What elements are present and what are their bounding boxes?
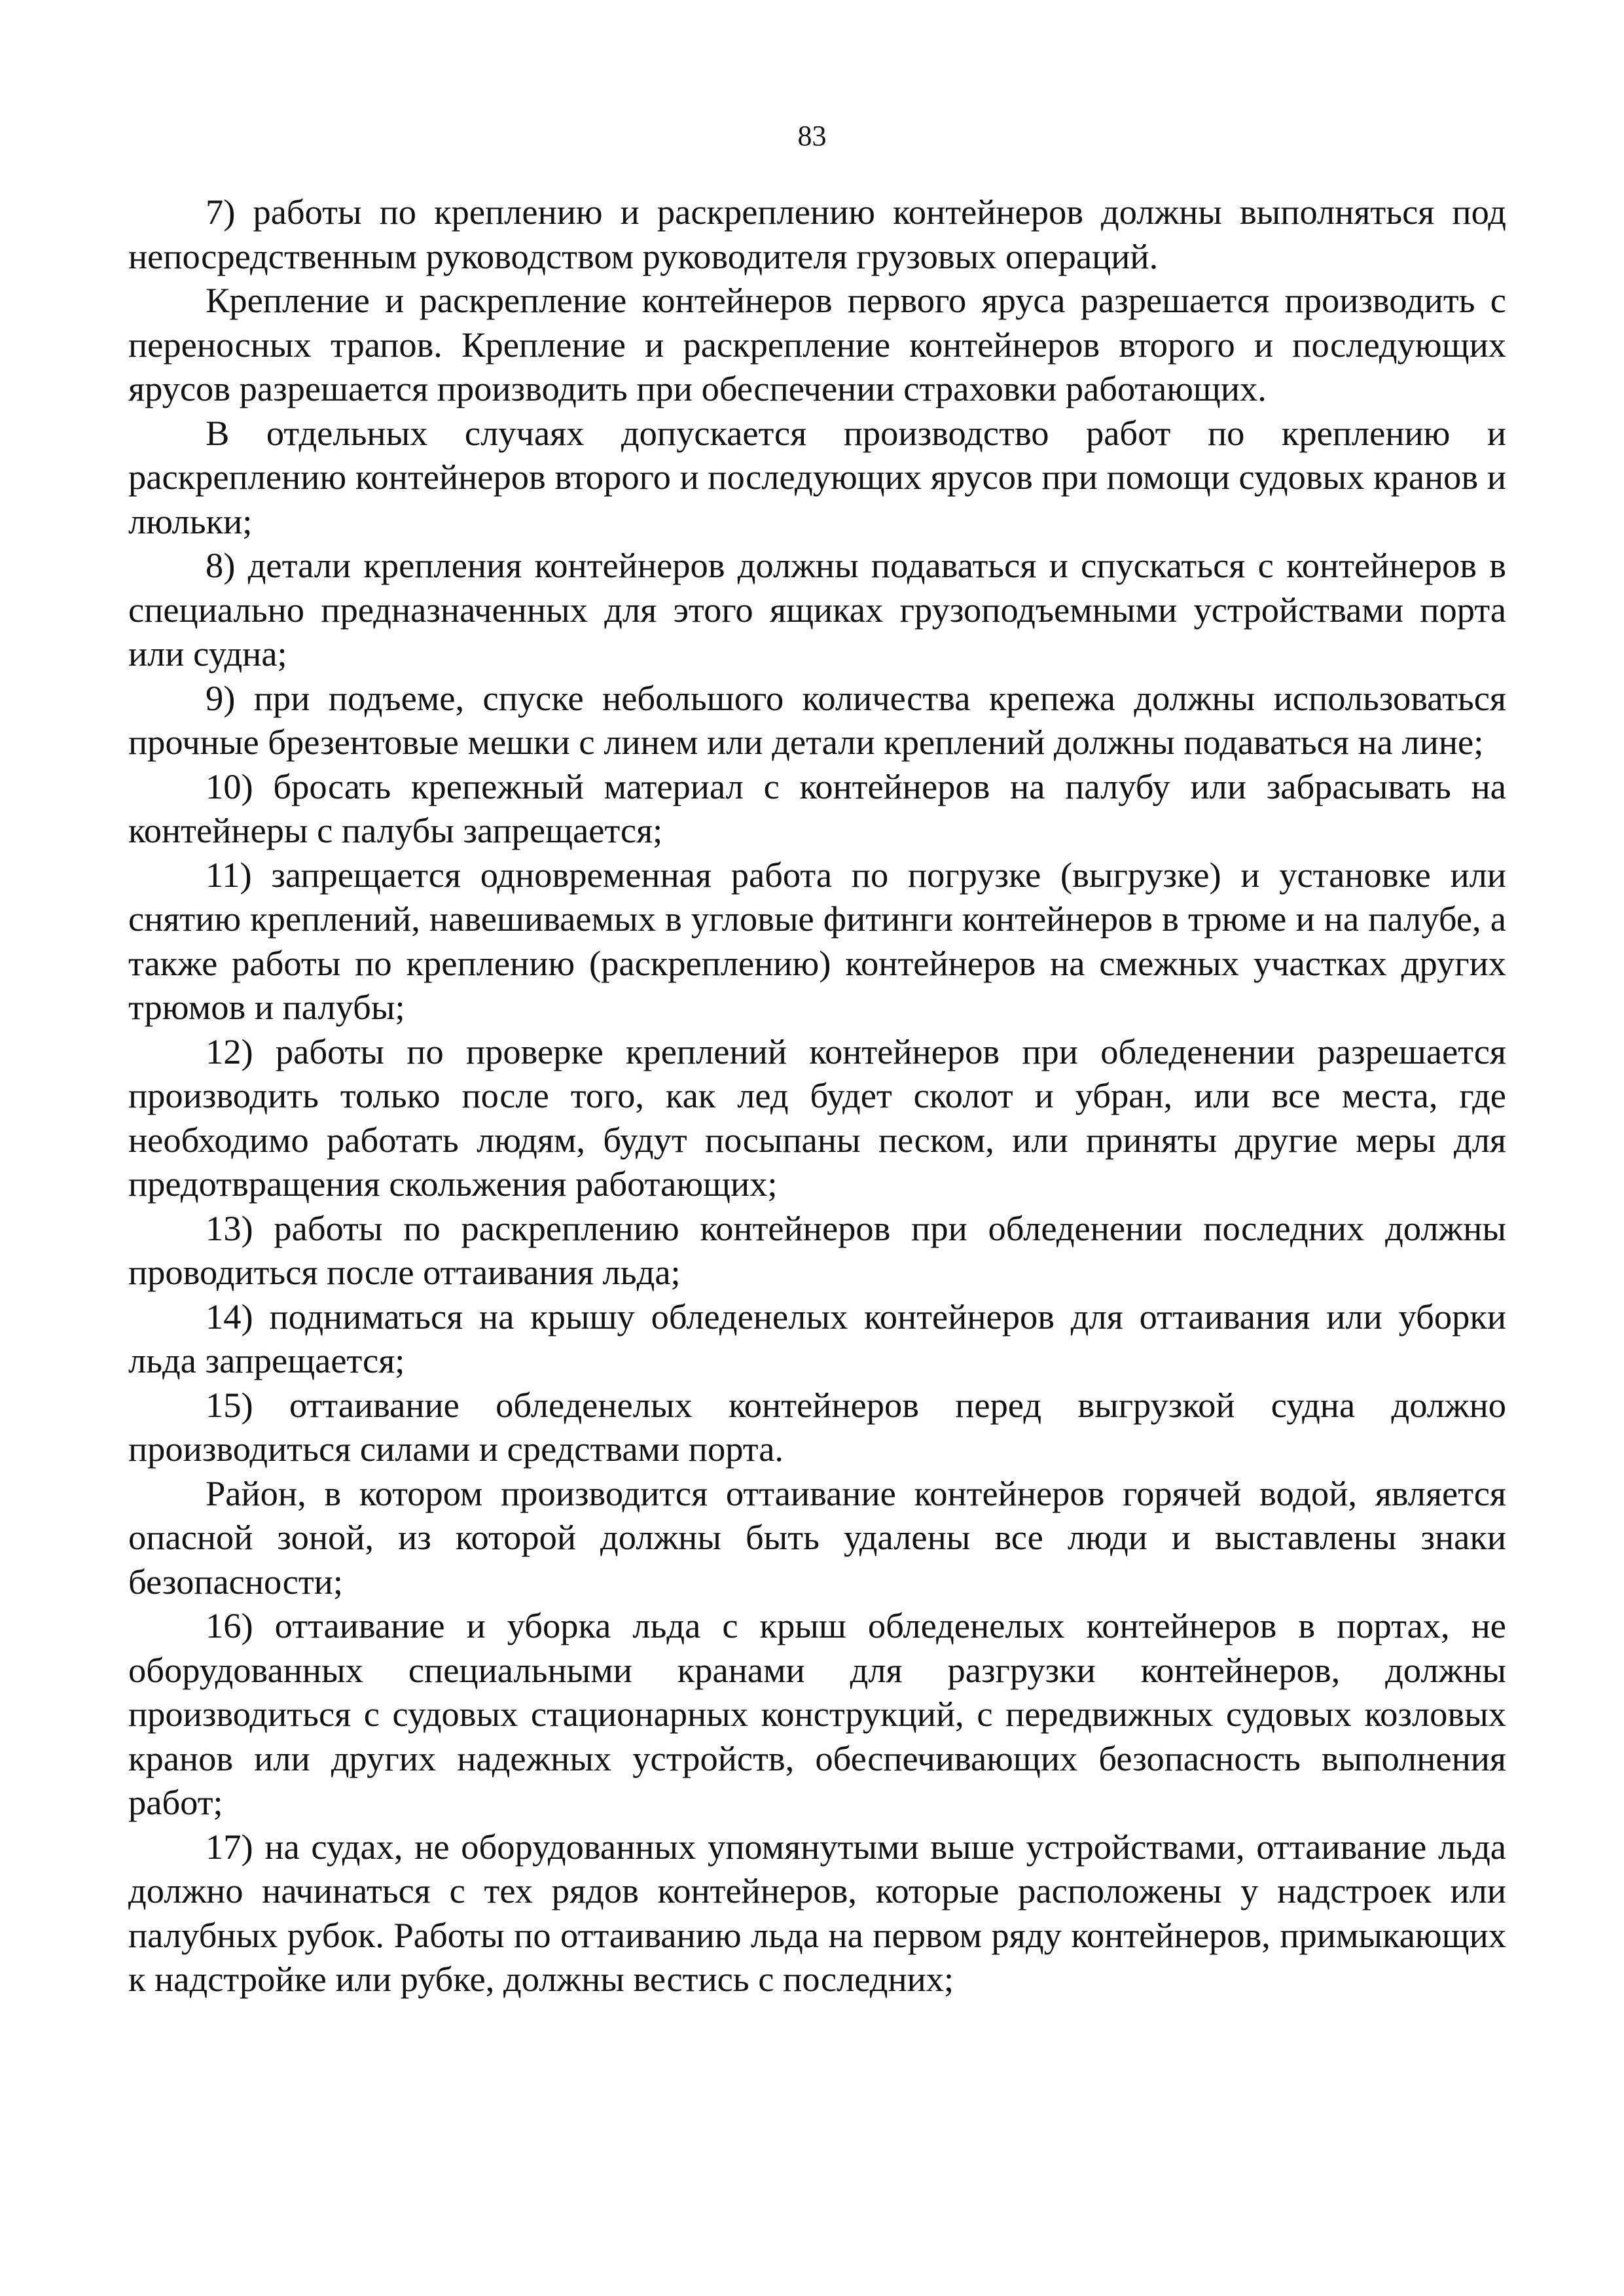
paragraph-item-11: 11) запрещается одновременная работа по погрузке (выгрузке) и установке или снятию креплений, навешиваемых в угловые фитинги контейнеров в трюме и на палубе, а также работы по креплению (раскреплению) контейнеров на смежных участках других трюмов и палубы; xyxy=(128,854,1506,1027)
paragraph-item-10: 10) бросать крепежный материал с контейнеров на палубу или забрасывать на контейнеры с палубы запрещается; xyxy=(128,766,1506,850)
paragraph-item-7: 7) работы по креплению и раскреплению контейнеров должны выполняться под непосредственным руководством руководителя грузовых операций. xyxy=(128,192,1506,276)
paragraph-item-8: 8) детали крепления контейнеров должны подаваться и спускаться с контейнеров в специально предназначенных для этого ящиках грузоподъемными устройствами порта или судна; xyxy=(128,545,1506,673)
paragraph-special-cases: В отдельных случаях допускается производство работ по креплению и раскреплению контейнеров второго и последующих ярусов при помощи судовых кранов и люльки; xyxy=(128,412,1506,541)
body-text xyxy=(128,190,1506,2001)
paragraph-item-12: 12) работы по проверке креплений контейнеров при обледенении разрешается производить только после того, как лед будет сколот и убран, или все места, где необходимо работать людям, будут посыпаны песком, или приняты другие меры для предотвращения скольжения работающих; xyxy=(128,1031,1506,1204)
paragraph-item-15: 15) оттаивание обледенелых контейнеров перед выгрузкой судна должно производиться силами и средствами порта. xyxy=(128,1384,1506,1469)
page-number: 83 xyxy=(797,120,827,152)
paragraph-item-17: 17) на судах, не оборудованных упомянутыми выше устройствами, оттаивание льда должно начинаться с тех рядов контейнеров, которые расположены у надстроек или палубных рубок. Работы по оттаиванию льда на первом ряду контейнеров, примыкающих к надстройке или рубке, должны вестись с последних; xyxy=(128,1826,1506,1999)
paragraph-item-14: 14) подниматься на крышу обледенелых контейнеров для оттаивания или уборки льда запрещается; xyxy=(128,1296,1506,1380)
paragraph-item-16: 16) оттаивание и уборка льда с крыш обледенелых контейнеров в портах, не оборудованных специальными кранами для разгрузки контейнеров, должны производиться с судовых стационарных конструкций, с передвижных судовых козловых кранов или других надежных устройств, обеспечивающих безопасность выполнения работ; xyxy=(128,1605,1506,1822)
paragraph-item-13: 13) работы по раскреплению контейнеров при обледенении последних должны проводиться после оттаивания льда; xyxy=(128,1208,1506,1292)
paragraph-danger-zone: Район, в котором производится оттаивание контейнеров горячей водой, является опасной зоной, из которой должны быть удалены все люди и выставлены знаки безопасности; xyxy=(128,1473,1506,1602)
paragraph-fastening-first-tier: Крепление и раскрепление контейнеров первого яруса разрешается производить с переносных трапов. Крепление и раскрепление контейнеров второго и последующих ярусов разрешается производить при обеспечении страховки работающих. xyxy=(128,280,1506,408)
paragraph-item-9: 9) при подъеме, спуске небольшого количества крепежа должны использоваться прочные брезентовые мешки с линем или детали креплений должны подаваться на лине; xyxy=(128,677,1506,762)
